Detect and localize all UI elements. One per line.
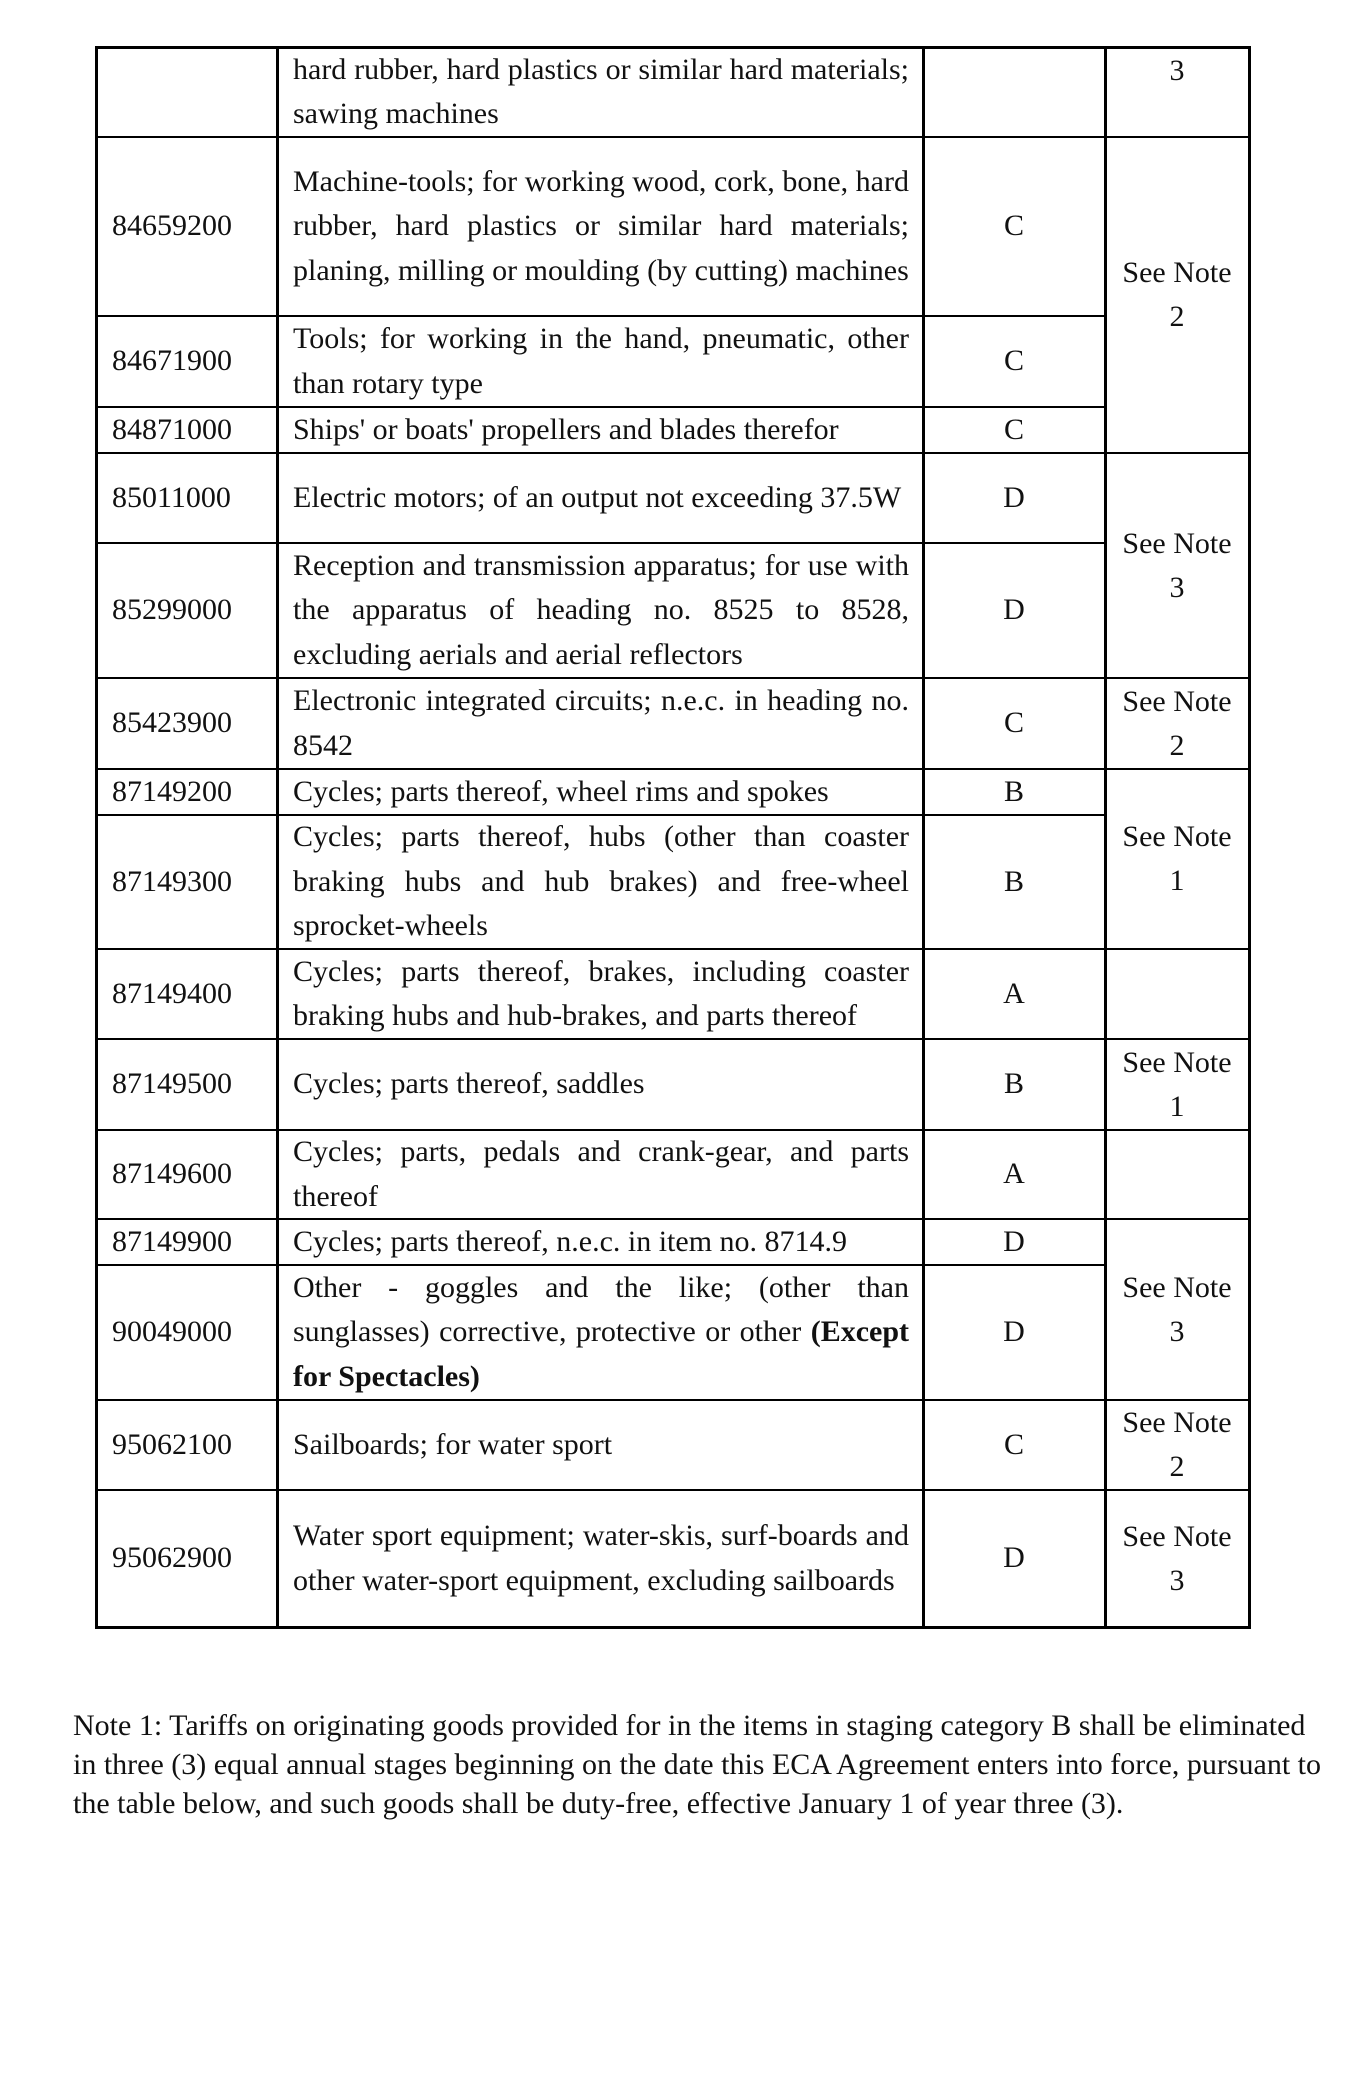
note-column-border (1104, 1129, 1251, 1131)
staging-category-cell (923, 949, 1105, 1039)
staging-category-cell (923, 1219, 1105, 1265)
table-column-border (276, 46, 279, 1629)
note-column-border (1104, 1038, 1251, 1040)
hs-code-cell (96, 453, 277, 543)
description-cell (277, 678, 923, 769)
description-text: Cycles; parts thereof, wheel rims and spokes (293, 774, 829, 808)
hs-code: 87149400 (112, 976, 232, 1010)
note-reference-cell (1105, 769, 1249, 949)
hs-code: 95062100 (112, 1427, 232, 1461)
hs-code-cell (96, 316, 277, 407)
hs-code-cell (96, 949, 277, 1039)
hs-code: 90049000 (112, 1315, 232, 1349)
table-row-border (95, 1038, 1106, 1040)
table-column-border (95, 46, 98, 1629)
staging-category: B (1003, 864, 1024, 898)
table-row-border (95, 677, 1106, 679)
description-cell (277, 949, 923, 1039)
staging-category: C (1003, 412, 1024, 446)
staging-category: C (1003, 344, 1024, 378)
hs-code: 84871000 (112, 412, 232, 446)
staging-category: D (1003, 593, 1025, 627)
hs-code: 87149200 (112, 774, 232, 808)
hs-code: 84659200 (112, 209, 232, 243)
note-reference: See Note 2 (1122, 1406, 1232, 1483)
description-text: Reception and transmission apparatus; for use with the apparatus of heading no. 8525 to 8528, excluding aerials and aerial reflectors (293, 548, 909, 671)
note-column-border (1104, 1489, 1251, 1491)
note-column-border (1104, 948, 1251, 950)
table-row-border (95, 1626, 1106, 1629)
table-row-border (95, 1489, 1106, 1491)
staging-category-cell (923, 407, 1105, 453)
description-text: Cycles; parts thereof, n.e.c. in item no. 8714.9 (293, 1224, 848, 1258)
note-reference-cell (1105, 137, 1249, 453)
staging-category: C (1003, 209, 1024, 243)
note-column-border (1104, 1218, 1251, 1220)
note-reference-cell (1105, 1400, 1249, 1490)
description-cell (277, 1219, 923, 1265)
staging-category-cell (923, 1130, 1105, 1219)
tariff-schedule-table (96, 47, 1249, 1627)
staging-category-cell (923, 769, 1105, 815)
description-text: Cycles; parts thereof, saddles (293, 1067, 645, 1101)
hs-code-cell (96, 1219, 277, 1265)
note-reference-cell (1105, 453, 1249, 678)
description-cell (277, 1265, 923, 1400)
note-reference-cell (1105, 678, 1249, 769)
hs-code-cell (96, 1130, 277, 1219)
hs-code: 87149900 (112, 1224, 232, 1258)
description-cell (277, 453, 923, 543)
staging-category: D (1003, 1224, 1025, 1258)
description-text: Cycles; parts, pedals and crank-gear, and parts thereof (293, 1135, 909, 1213)
staging-category-cell (923, 316, 1105, 407)
staging-category: A (1003, 1157, 1025, 1191)
staging-category-cell (923, 815, 1105, 949)
table-row-border (95, 948, 1106, 950)
table-column-border (1104, 46, 1107, 1629)
description-text: Other - goggles and the like; (other than sunglasses) corrective, protective or other (293, 1270, 909, 1349)
staging-category: D (1003, 1315, 1025, 1349)
description-text: Cycles; parts thereof, brakes, including coaster braking hubs and hub-brakes, and parts thereof (293, 954, 909, 1032)
staging-category-cell (923, 678, 1105, 769)
staging-category-cell (923, 137, 1105, 316)
hs-code-cell (96, 1265, 277, 1400)
table-row-border (95, 1129, 1106, 1131)
note-reference-cell (1105, 1219, 1249, 1400)
description-cell (277, 1039, 923, 1130)
note-reference-cell (1105, 1490, 1249, 1627)
description-cell (277, 543, 923, 678)
description-text: Electric motors; of an output not exceeding 37.5W (293, 480, 902, 514)
description-cell (277, 1400, 923, 1490)
hs-code: 85011000 (112, 480, 231, 514)
description-cell (277, 316, 923, 407)
note-reference-cell (1105, 949, 1249, 1039)
note-reference: See Note 2 (1122, 684, 1232, 762)
table-row-border (95, 136, 1106, 138)
hs-code: 87149600 (112, 1157, 232, 1191)
staging-category: B (1003, 1067, 1024, 1101)
description-text: Sailboards; for water sport (293, 1427, 613, 1461)
note-reference: See Note 1 (1122, 820, 1232, 897)
note-column-border (1104, 768, 1251, 770)
staging-category-cell (923, 1039, 1105, 1130)
hs-code-cell (96, 47, 277, 137)
hs-code: 87149300 (112, 864, 232, 898)
hs-code: 84671900 (112, 344, 232, 378)
note-column-border (1104, 1399, 1251, 1401)
note-column-border (1104, 46, 1251, 49)
description-text: Water sport equipment; water-skis, surf-boards and other water-sport equipment, excluding sailboards (293, 1519, 909, 1597)
staging-category-cell (923, 1400, 1105, 1490)
note-reference-cell (1105, 1130, 1249, 1219)
note-reference: See Note 3 (1122, 1519, 1232, 1597)
staging-category: B (1003, 774, 1024, 808)
note-reference-cell (1105, 1039, 1249, 1130)
table-row-border (95, 46, 1106, 49)
staging-category: D (1003, 480, 1025, 514)
description-emphasis: (Except for Spectacles) (293, 1315, 910, 1393)
hs-code-cell (96, 137, 277, 316)
table-row-border (95, 768, 1106, 770)
description-text: hard rubber, hard plastics or similar hard materials; sawing machines (293, 52, 909, 130)
table-row-border (95, 452, 1106, 454)
hs-code: 85299000 (112, 593, 232, 627)
description-cell (277, 47, 923, 137)
table-column-border (922, 46, 925, 1629)
description-cell (277, 137, 923, 316)
table-row-border (95, 315, 1106, 317)
note-reference: See Note 2 (1122, 256, 1232, 333)
table-row-border (95, 406, 1106, 408)
description-cell (277, 1130, 923, 1219)
hs-code-cell (96, 543, 277, 678)
note-column-border (1104, 1626, 1251, 1629)
hs-code-cell (96, 815, 277, 949)
staging-category-cell (923, 543, 1105, 678)
staging-category: A (1003, 976, 1025, 1010)
table-row-border (95, 542, 1106, 544)
hs-code-cell (96, 1039, 277, 1130)
note-column-border (1104, 677, 1251, 679)
description-cell (277, 407, 923, 453)
note-reference: See Note 3 (1122, 1270, 1232, 1348)
footnote-note-1: Note 1: Tariffs on originating goods provided for in the items in staging category B shall be eliminated in three (3) equal annual stages beginning on the date this ECA Agreement enters into force, pursuant to the table below, and such goods shall be duty-free, effective January 1 of year three (3). (73, 1709, 1321, 1820)
staging-category-cell (923, 1490, 1105, 1627)
table-row-border (95, 1399, 1106, 1401)
table-row-border (95, 1264, 1106, 1266)
staging-category-cell (923, 453, 1105, 543)
hs-code-cell (96, 1400, 277, 1490)
description-cell (277, 769, 923, 815)
description-text: Machine-tools; for working wood, cork, bone, hard rubber, hard plastics or similar hard materials; planing, milling or moulding (by cutting) machines (293, 164, 909, 287)
staging-category: C (1003, 1427, 1024, 1461)
description-cell (277, 1490, 923, 1627)
note-column-border (1104, 452, 1251, 454)
description-text: Cycles; parts thereof, hubs (other than coaster braking hubs and hub brakes) and free-wheel sprocket-wheels (293, 820, 909, 943)
description-text: Electronic integrated circuits; n.e.c. in heading no. 8542 (293, 684, 909, 762)
note-reference: 3 (1169, 54, 1185, 87)
hs-code-cell (96, 769, 277, 815)
note-reference: See Note 1 (1122, 1045, 1232, 1123)
hs-code: 85423900 (112, 706, 232, 740)
description-text: Tools; for working in the hand, pneumatic, other than rotary type (293, 322, 909, 400)
staging-category-cell (923, 1265, 1105, 1400)
note-column-border (1104, 136, 1251, 138)
note-reference: See Note 3 (1122, 526, 1232, 604)
staging-category-cell (923, 47, 1105, 137)
table-row-border (95, 814, 1106, 816)
hs-code: 95062900 (112, 1541, 232, 1575)
description-cell (277, 815, 923, 949)
note-reference-cell (1105, 47, 1249, 137)
staging-category: C (1003, 706, 1024, 740)
hs-code: 87149500 (112, 1067, 232, 1101)
table-column-border (1248, 46, 1251, 1629)
description-text: Ships' or boats' propellers and blades therefor (293, 412, 839, 446)
hs-code-cell (96, 678, 277, 769)
hs-code-cell (96, 1490, 277, 1627)
staging-category: D (1003, 1541, 1025, 1575)
hs-code-cell (96, 407, 277, 453)
table-row-border (95, 1218, 1106, 1220)
